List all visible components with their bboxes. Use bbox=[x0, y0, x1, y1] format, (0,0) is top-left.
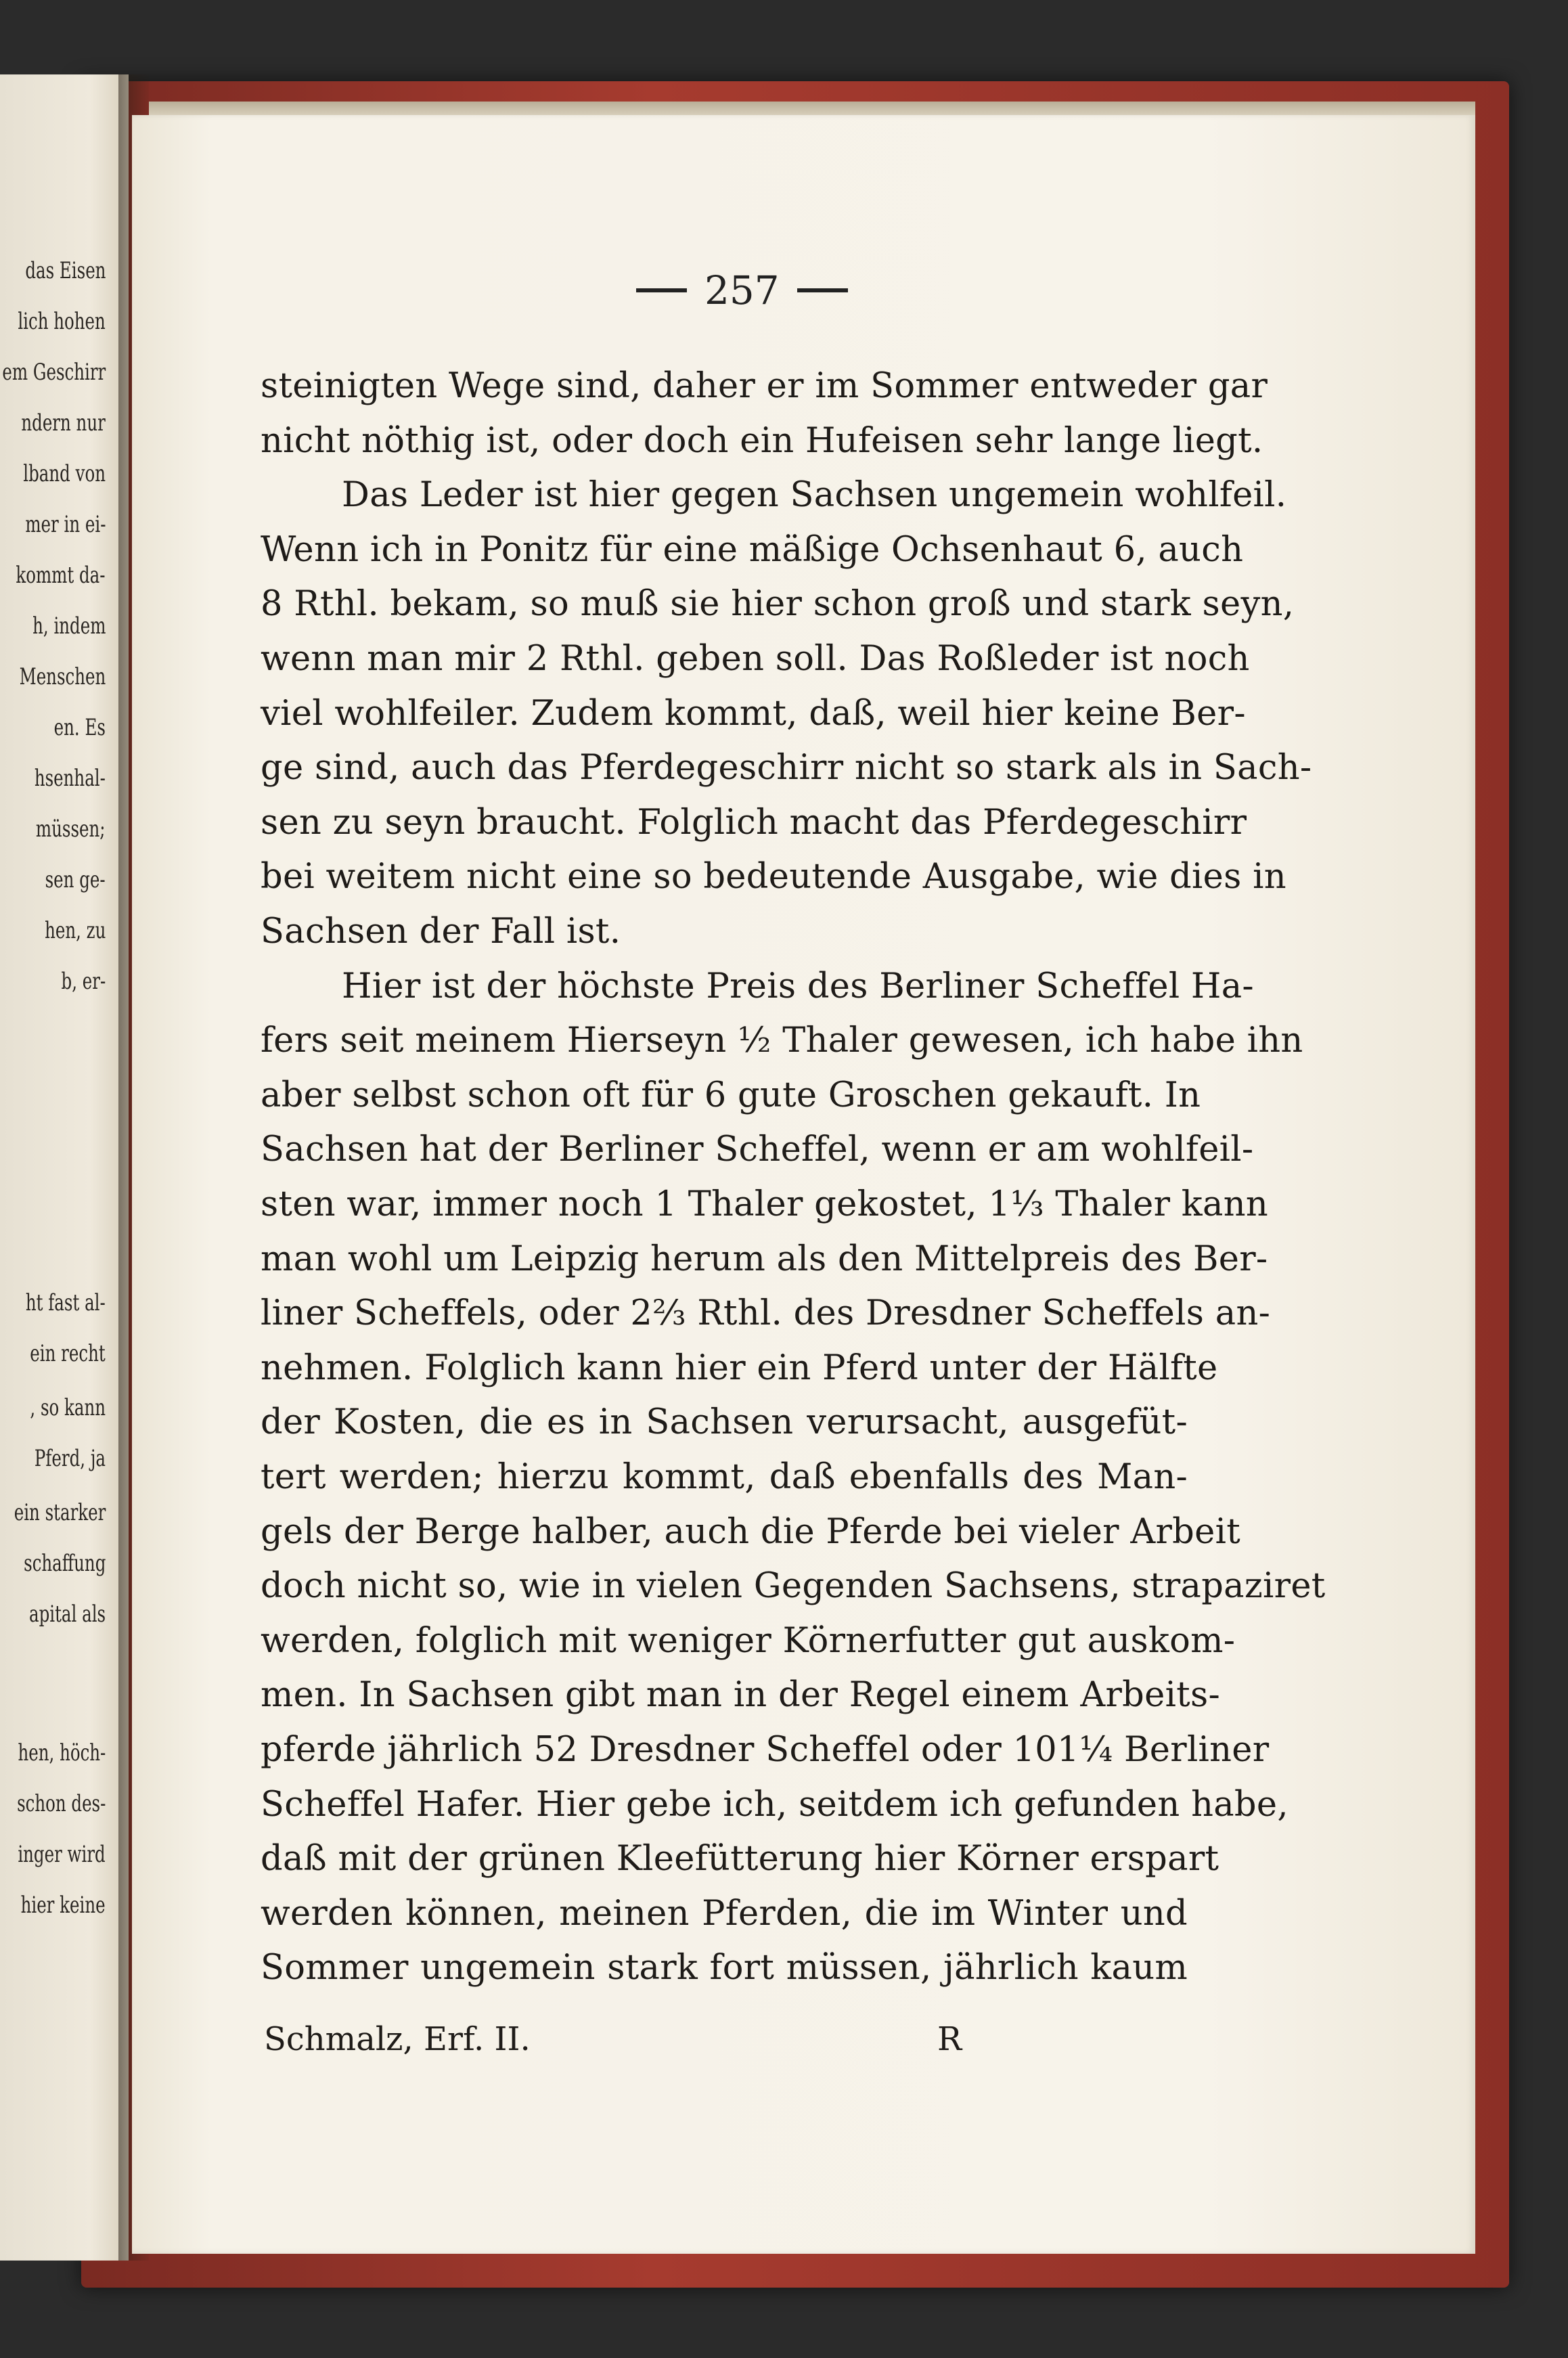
left-page-line: hen, zu bbox=[44, 917, 106, 944]
text-line: liner Scheffels, oder 2⅔ Rthl. des Dresdner Scheffels an- bbox=[261, 1293, 1271, 1334]
left-page-line: inger wird bbox=[18, 1841, 106, 1868]
page-number: 257 bbox=[704, 267, 780, 313]
footer-signature: Schmalz, Erf. II. bbox=[264, 2020, 531, 2058]
text-line: ge sind, auch das Pferdegeschirr nicht so stark als in Sach- bbox=[261, 748, 1312, 788]
left-page-line: ndern nur bbox=[21, 409, 106, 437]
left-page-line: em Geschirr bbox=[2, 359, 106, 386]
text-line: daß mit der grünen Kleefütterung hier Körner erspart bbox=[261, 1839, 1219, 1879]
text-line: 8 Rthl. bekam, so muß sie hier schon groß und stark seyn, bbox=[261, 584, 1295, 625]
text-line: werden, folglich mit weniger Körnerfutter gut auskom- bbox=[261, 1620, 1236, 1661]
text-line: Sommer ungemein stark fort müssen, jährlich kaum bbox=[261, 1948, 1188, 1988]
left-page-line: en. Es bbox=[53, 714, 106, 741]
text-line: tert werden; hierzu kommt, daß ebenfalls des Man- bbox=[261, 1457, 1188, 1497]
left-page-line: schon des- bbox=[16, 1790, 106, 1817]
header-dash-right bbox=[797, 288, 848, 292]
left-page-line: h, indem bbox=[32, 613, 106, 640]
left-page-line: ein recht bbox=[30, 1340, 106, 1367]
text-line: man wohl um Leipzig herum als den Mittelpreis des Ber- bbox=[261, 1239, 1268, 1279]
left-page-line: Menschen bbox=[19, 663, 106, 690]
text-line: nicht nöthig ist, oder doch ein Hufeisen sehr lange liegt. bbox=[261, 420, 1263, 461]
text-line: gels der Berge halber, auch die Pferde bei vieler Arbeit bbox=[261, 1511, 1241, 1552]
left-page-line: hen, höch- bbox=[18, 1739, 106, 1766]
text-line: der Kosten, die es in Sachsen verursacht, ausgefüt- bbox=[261, 1402, 1188, 1443]
left-page-line: schaffung bbox=[23, 1550, 106, 1577]
header-dash-left bbox=[636, 288, 687, 292]
text-line: Wenn ich in Ponitz für eine mäßige Ochsenhaut 6, auch bbox=[261, 529, 1244, 570]
left-page-line: lich hohen bbox=[18, 308, 106, 335]
text-line: bei weitem nicht eine so bedeutende Ausgabe, wie dies in bbox=[261, 857, 1286, 897]
text-line: fers seit meinem Hierseyn ½ Thaler gewesen, ich habe ihn bbox=[261, 1021, 1303, 1061]
text-line: viel wohlfeiler. Zudem kommt, daß, weil hier keine Ber- bbox=[261, 693, 1246, 734]
left-page-line: kommt da- bbox=[16, 562, 106, 589]
left-page-line: müssen; bbox=[36, 816, 106, 843]
text-line: sen zu seyn braucht. Folglich macht das Pferdegeschirr bbox=[261, 802, 1247, 843]
text-line: nehmen. Folglich kann hier ein Pferd unter der Hälfte bbox=[261, 1348, 1218, 1388]
text-line: steinigten Wege sind, daher er im Sommer entweder gar bbox=[261, 366, 1268, 406]
text-line: Scheffel Hafer. Hier gebe ich, seitdem ich gefunden habe, bbox=[261, 1784, 1289, 1825]
text-line: Hier ist der höchste Preis des Berliner Scheffel Ha- bbox=[342, 966, 1254, 1006]
left-page-line: Pferd, ja bbox=[34, 1445, 106, 1472]
left-page-line: sen ge- bbox=[45, 866, 106, 893]
left-page-line: , so kann bbox=[30, 1394, 106, 1421]
left-page-partial bbox=[0, 74, 129, 2261]
text-line: Sachsen hat der Berliner Scheffel, wenn er am wohlfeil- bbox=[261, 1130, 1254, 1170]
left-page-line: lband von bbox=[23, 460, 106, 487]
left-page-line: apital als bbox=[28, 1601, 106, 1628]
text-line: pferde jährlich 52 Dresdner Scheffel oder 101¼ Berliner bbox=[261, 1730, 1270, 1770]
text-line: men. In Sachsen gibt man in der Regel einem Arbeits- bbox=[261, 1675, 1220, 1716]
text-line: doch nicht so, wie in vielen Gegenden Sachsens, strapaziret bbox=[261, 1566, 1326, 1607]
left-page-line: mer in ei- bbox=[24, 511, 106, 538]
text-line: werden können, meinen Pferden, die im Winter und bbox=[261, 1893, 1188, 1934]
text-line: aber selbst schon oft für 6 gute Groschen gekauft. In bbox=[261, 1075, 1201, 1115]
page-header bbox=[636, 267, 848, 313]
left-page-line: das Eisen bbox=[24, 257, 106, 284]
footer-signature-mark: R bbox=[937, 2020, 962, 2058]
left-page-line: ein starker bbox=[14, 1499, 106, 1526]
left-page-line: hier keine bbox=[21, 1892, 106, 1919]
left-page-line: b, er- bbox=[61, 968, 106, 995]
text-line: wenn man mir 2 Rthl. geben soll. Das Roßleder ist noch bbox=[261, 639, 1250, 679]
left-page-line: ht fast al- bbox=[26, 1289, 106, 1316]
left-page-line: hsenhal- bbox=[34, 765, 106, 792]
text-line: sten war, immer noch 1 Thaler gekostet, 1⅓ Thaler kann bbox=[261, 1184, 1268, 1224]
text-line: Das Leder ist hier gegen Sachsen ungemein wohlfeil. bbox=[342, 475, 1287, 516]
text-line: Sachsen der Fall ist. bbox=[261, 912, 621, 952]
